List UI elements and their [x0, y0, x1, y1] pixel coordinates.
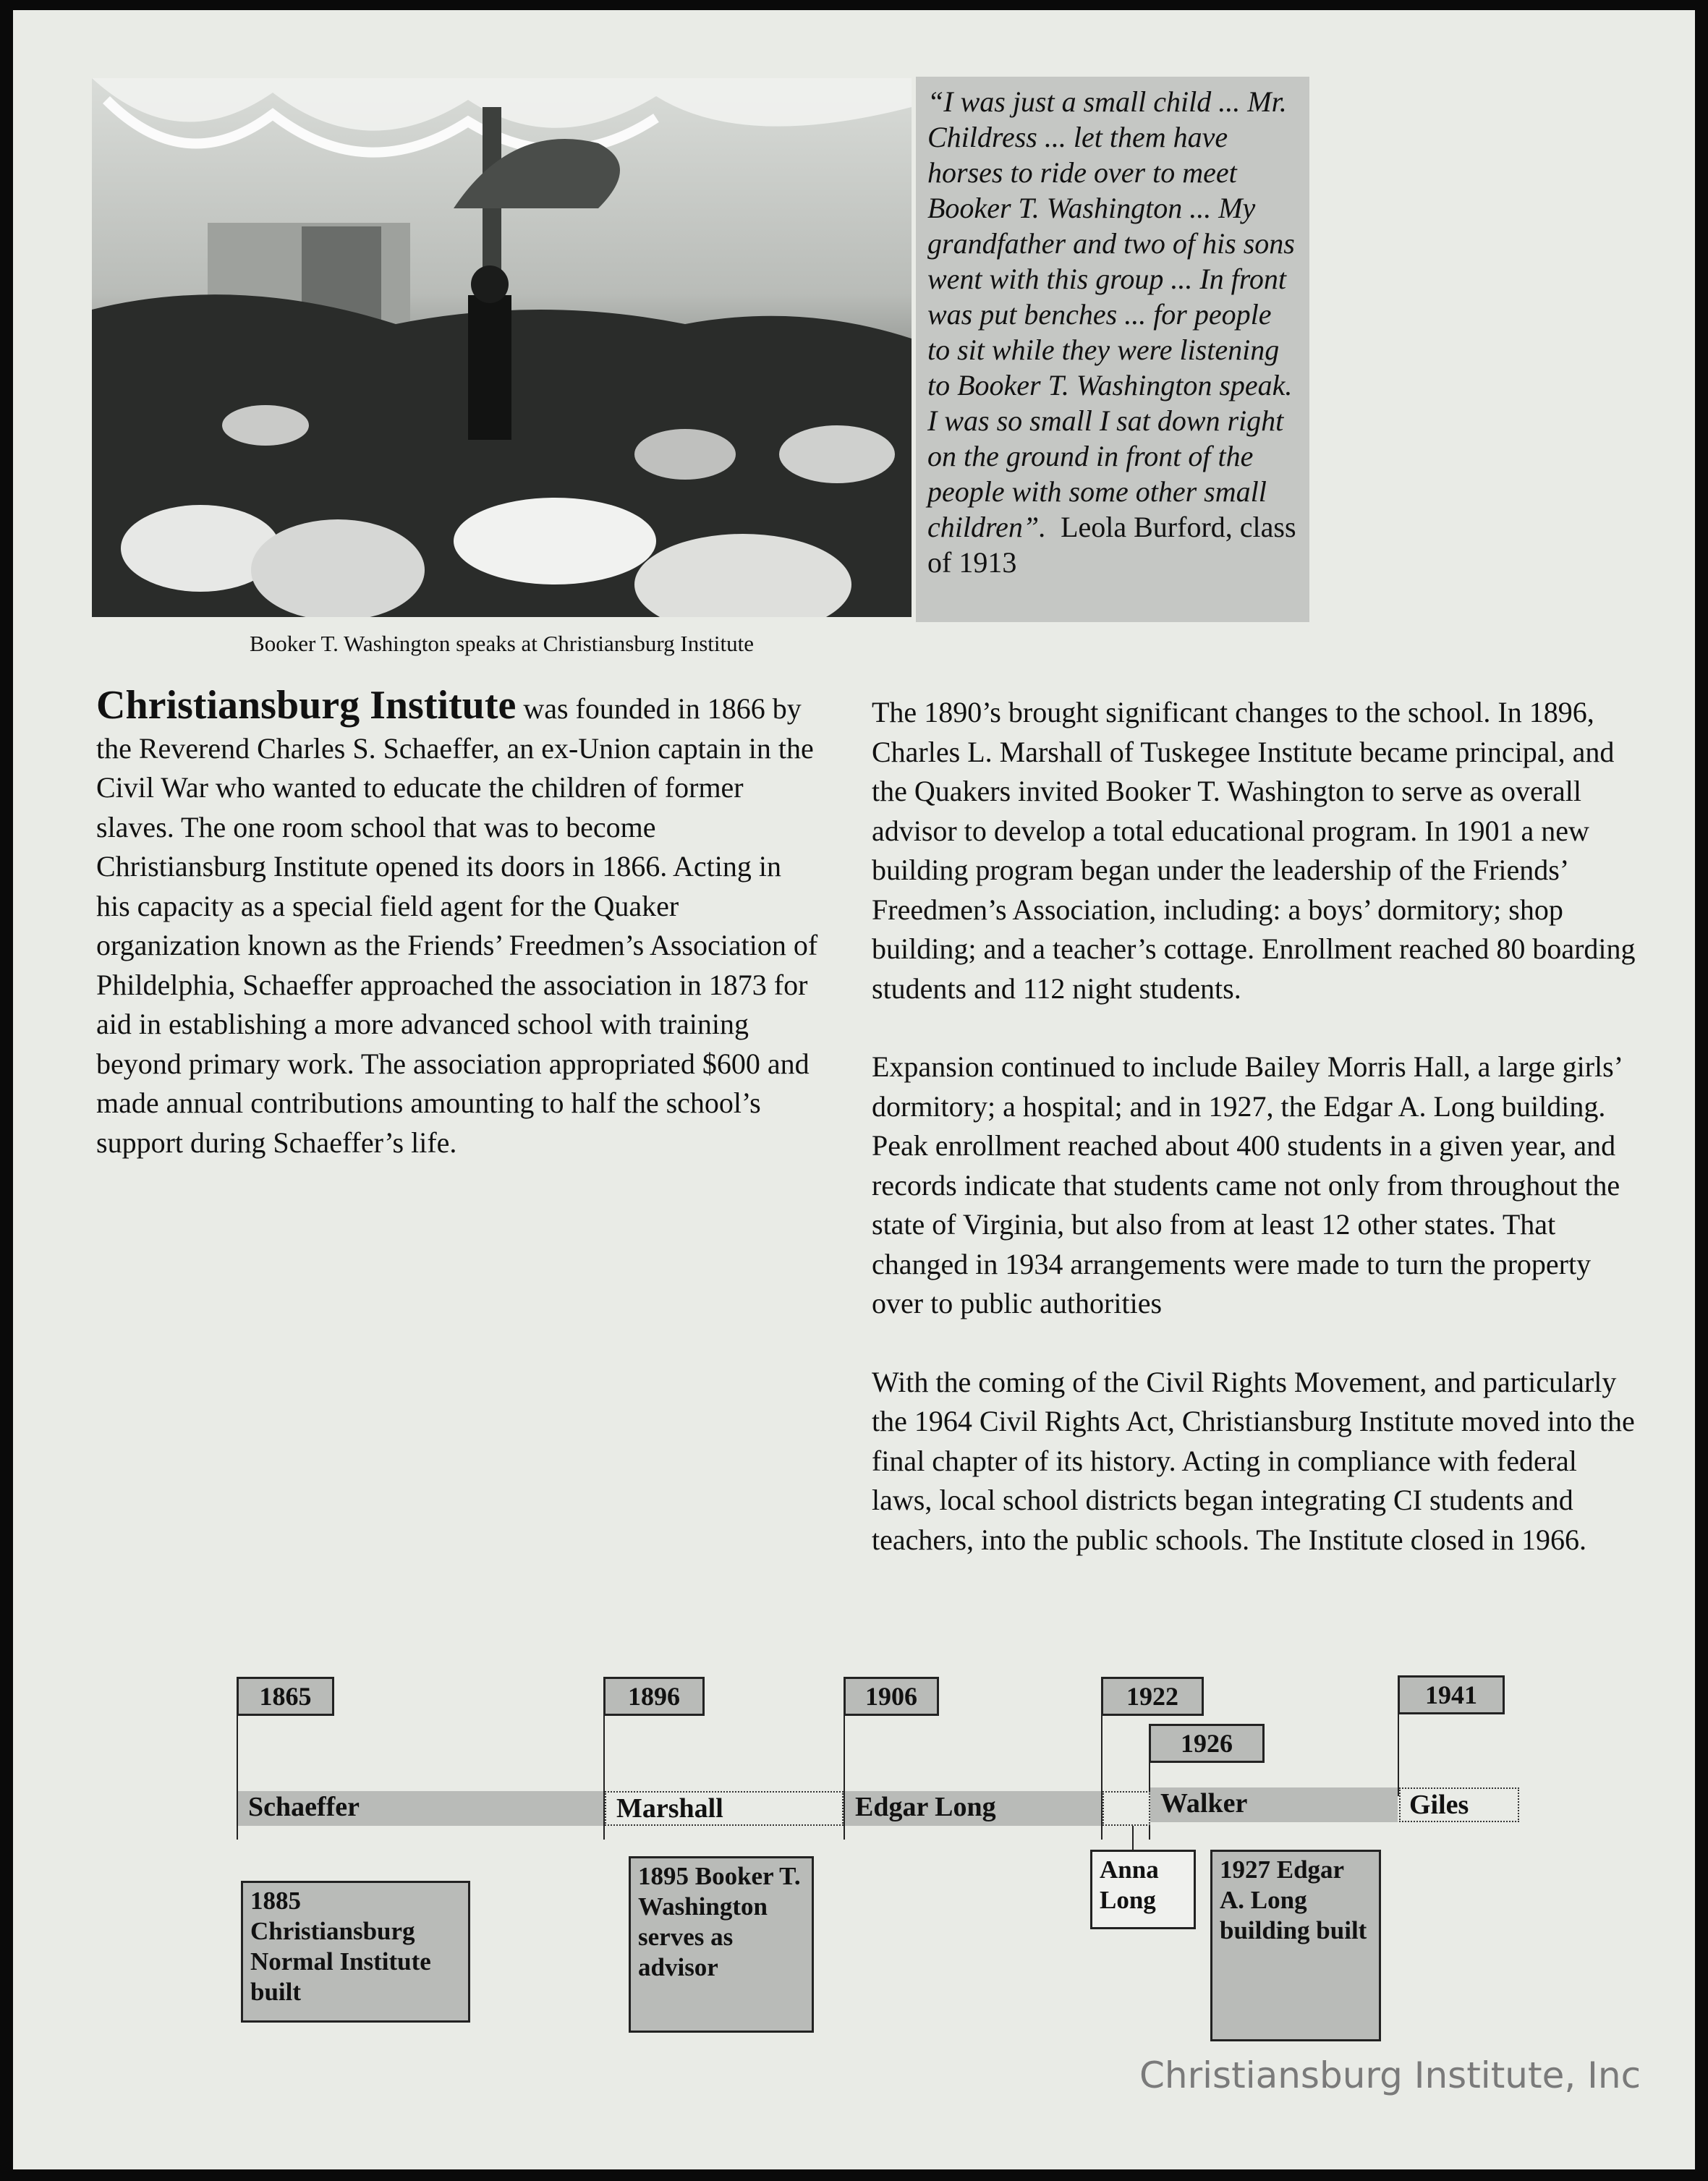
timeline-leader: Edgar Long — [845, 1791, 1101, 1826]
timeline-year: 1941 — [1398, 1675, 1505, 1714]
quote-box — [916, 77, 1309, 622]
article-column-1 — [96, 683, 820, 1162]
timeline-event: 1927 Edgar A. Long building built — [1210, 1850, 1381, 2041]
timeline-leader: Giles — [1399, 1787, 1519, 1822]
timeline-year: 1896 — [603, 1677, 705, 1716]
timeline-year: 1922 — [1101, 1677, 1204, 1716]
article-column-2 — [872, 693, 1639, 1560]
timeline-leader: Marshall — [605, 1791, 844, 1826]
timeline-event: 1895 Booker T. Washington serves as advisor — [629, 1856, 814, 2033]
timeline-event: Anna Long — [1090, 1850, 1196, 1929]
article-paragraph-2: The 1890’s brought significant changes to the school. In 1896, Charles L. Marshall of Tuskegee Institute became principal, and the Quakers invited Booker T. Washington to serve as overall advisor to develop a total educational program. In 1901 a new building program began under the leadership of the Friends’ Freedmen’s Association, including: a boys’ dormitory; shop building; and a teacher’s cottage. Enrollment reached 80 boarding students and 112 night students. — [872, 696, 1636, 1005]
timeline-year: 1926 — [1149, 1724, 1265, 1763]
photo-booker-t-washington — [92, 78, 912, 617]
article-paragraph-1: Christiansburg Institute was founded in 1866 by the Reverend Charles S. Schaeffer, an ex-Union captain in the Civil War who wanted to educate the children of former slaves. The one room school that was to become Christiansburg Institute opened its doors in 1866. Acting in his capacity as a special field agent for the Quaker organization known as the Friends’ Freedmen’s Association of Phildelphia, Schaeffer approached the association in 1873 for aid in establishing a more advanced school with training beyond primary work. The association appropriated $600 and made annual contributions amounting to half the school’s support during Schaeffer’s life. — [96, 683, 818, 1159]
timeline-year: 1906 — [844, 1677, 939, 1716]
timeline-leader: Walker — [1150, 1787, 1398, 1822]
quote-text: “I was just a small child ... Mr. Childress ... let them have horses to ride over to meet Booker T. Washington ... My grandfather and two of his sons went with this group ... In front was put benches ... for people to sit while they were listening to Booker T. Washington speak. I was so small I sat down right on the ground in front of the people with some other small children”. — [927, 85, 1295, 543]
watermark: Christiansburg Institute, Inc — [1139, 2054, 1641, 2096]
photo-caption: Booker T. Washington speaks at Christiansburg Institute — [250, 631, 754, 656]
timeline-year: 1865 — [237, 1677, 334, 1716]
article-paragraph-4: With the coming of the Civil Rights Movement, and particularly the 1964 Civil Rights Act, Christiansburg Institute moved into the final chapter of its history. Acting in compliance with federal laws, local school districts began integrating CI students and teachers, into the public schools. The Institute closed in 1966. — [872, 1365, 1635, 1556]
timeline-event: 1885 Christiansburg Normal Institute built — [241, 1881, 470, 2023]
article-lead-title: Christiansburg Institute — [96, 683, 517, 728]
article-paragraph-3: Expansion continued to include Bailey Morris Hall, a large girls’ dormitory; a hospital; and in 1927, the Edgar A. Long building. Peak enrollment reached about 400 students in a given year, and records indicate that students came not only from throughout the state of Virginia, but also from at least 12 other states. That changed in 1934 arrangements were made to turn the property over to public authorities — [872, 1050, 1622, 1319]
timeline-connector — [1132, 1823, 1134, 1852]
quote-attribution: Leola Burford, class of 1913 — [927, 511, 1296, 579]
timeline-gap — [1102, 1791, 1150, 1826]
timeline-leader: Schaeffer — [238, 1791, 603, 1826]
